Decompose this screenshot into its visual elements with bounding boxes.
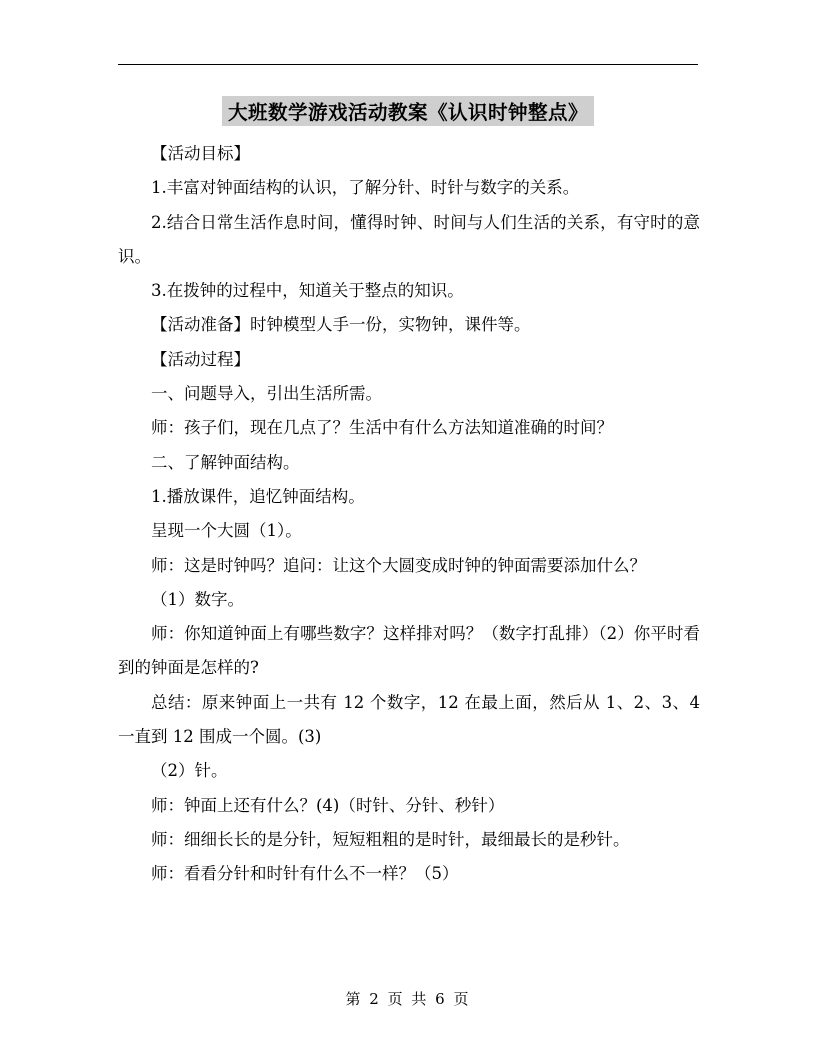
- paragraph: 1.播放课件，追忆钟面结构。: [151, 486, 365, 506]
- paragraph: 呈现一个大圆（1）。: [151, 521, 302, 541]
- paragraph: 2.结合日常生活作息时间，懂得时钟、时间与人们生活的关系，有守时的意识。: [118, 212, 700, 266]
- paragraph: 3.在拨钟的过程中，知道关于整点的知识。: [151, 281, 464, 301]
- page-number: 第 2 页 共 6 页: [345, 990, 471, 1008]
- document-body: [118, 137, 700, 892]
- document-title: 大班数学游戏活动教案《认识时钟整点》: [222, 96, 594, 126]
- paragraph: 师：钟面上还有什么？(4)（时针、分针、秒针）: [151, 795, 505, 815]
- paragraph: 师：看看分针和时针有什么不一样？（5）: [151, 864, 459, 884]
- header-rule: [118, 64, 698, 65]
- heading-process: 【活动过程】: [151, 349, 250, 369]
- paragraph: （1）数字。: [151, 589, 244, 609]
- paragraph-preparation: 【活动准备】时钟模型人手一份，实物钟，课件等。: [151, 315, 531, 335]
- paragraph: （2）针。: [151, 761, 228, 781]
- paragraph: 师：这是时钟吗？追问：让这个大圆变成时钟的钟面需要添加什么？: [151, 555, 646, 575]
- paragraph: 1.丰富对钟面结构的认识，了解分针、时针与数字的关系。: [151, 178, 580, 198]
- paragraph: 总结：原来钟面上一共有 12 个数字，12 在最上面，然后从 1、2、3、4 一直到 12 围成一个圆。(3): [118, 692, 700, 747]
- title-container: [0, 96, 816, 126]
- paragraph: 二、了解钟面结构。: [151, 452, 300, 472]
- paragraph: 一、问题导入，引出生活所需。: [151, 384, 382, 404]
- paragraph: 师：孩子们，现在几点了？生活中有什么方法知道准确的时间？: [151, 418, 613, 438]
- heading-goals: 【活动目标】: [151, 144, 250, 163]
- paragraph: 师：你知道钟面上有哪些数字？这样排对吗？（数字打乱排）（2）你平时看到的钟面是怎样的?: [118, 624, 700, 678]
- paragraph: 师：细细长长的是分针，短短粗粗的是时针，最细最长的是秒针。: [151, 829, 630, 849]
